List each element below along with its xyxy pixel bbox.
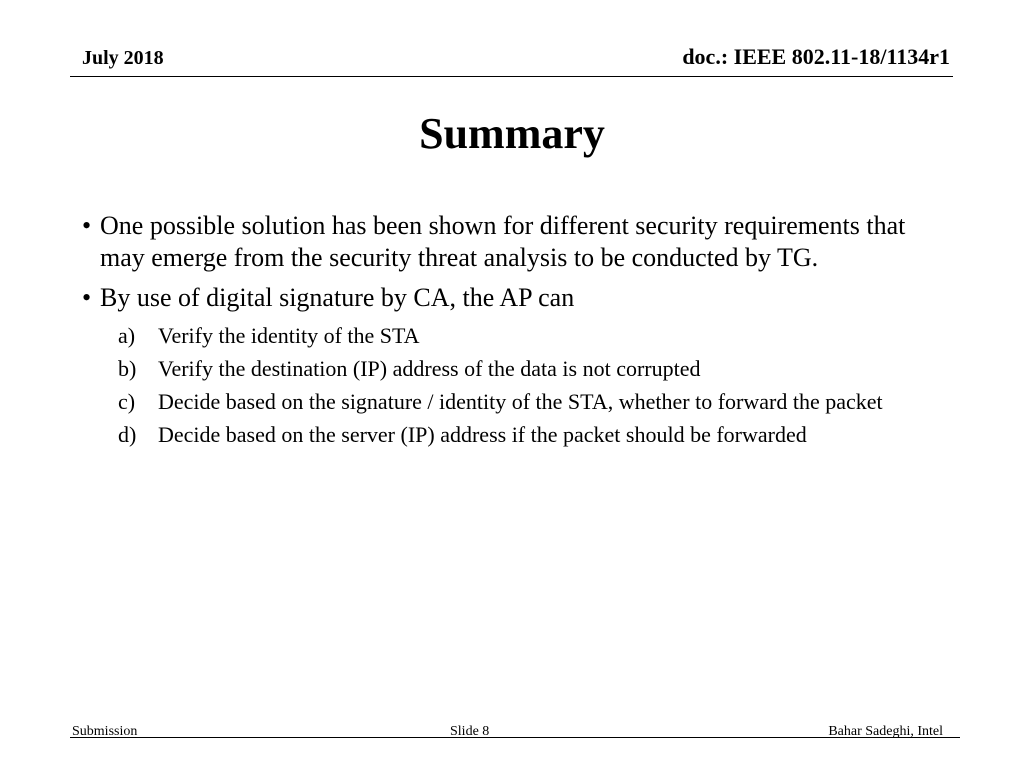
sub-list [118, 322, 942, 448]
slide-title: Summary [419, 109, 605, 158]
bullet-text: One possible solution has been shown for different security requirements that may emerge from the security threat analysis to be conducted by TG. [100, 211, 906, 272]
sub-item-mark: c) [118, 389, 136, 414]
sub-item-mark: b) [118, 356, 137, 381]
sub-item [118, 388, 942, 415]
header-date: July 2018 [82, 47, 164, 69]
sub-item [118, 421, 942, 448]
sub-item-mark: a) [118, 323, 136, 348]
bullet-text: By use of digital signature by CA, the AP can [100, 283, 575, 312]
sub-item-mark: d) [118, 422, 137, 447]
bullet-mark: • [82, 211, 92, 240]
sub-item-text: Verify the identity of the STA [158, 323, 420, 348]
bullet-mark: • [82, 283, 92, 312]
slide-body [82, 210, 942, 456]
footer-divider [70, 737, 960, 738]
bullet-item [82, 210, 942, 274]
header-doc-id: doc.: IEEE 802.11-18/1134r1 [682, 44, 950, 69]
footer-author: Bahar Sadeghi, Intel [828, 724, 943, 739]
sub-item-text: Verify the destination (IP) address of the data is not corrupted [158, 356, 701, 381]
sub-item-text: Decide based on the server (IP) address if the packet should be forwarded [158, 422, 807, 447]
footer-submission: Submission [72, 724, 138, 739]
sub-item [118, 355, 942, 382]
header-divider [70, 76, 953, 77]
sub-item-text: Decide based on the signature / identity of the STA, whether to forward the packet [158, 389, 883, 414]
sub-item [118, 322, 942, 349]
footer-slide-number: Slide 8 [450, 724, 490, 739]
bullet-item [82, 282, 942, 314]
